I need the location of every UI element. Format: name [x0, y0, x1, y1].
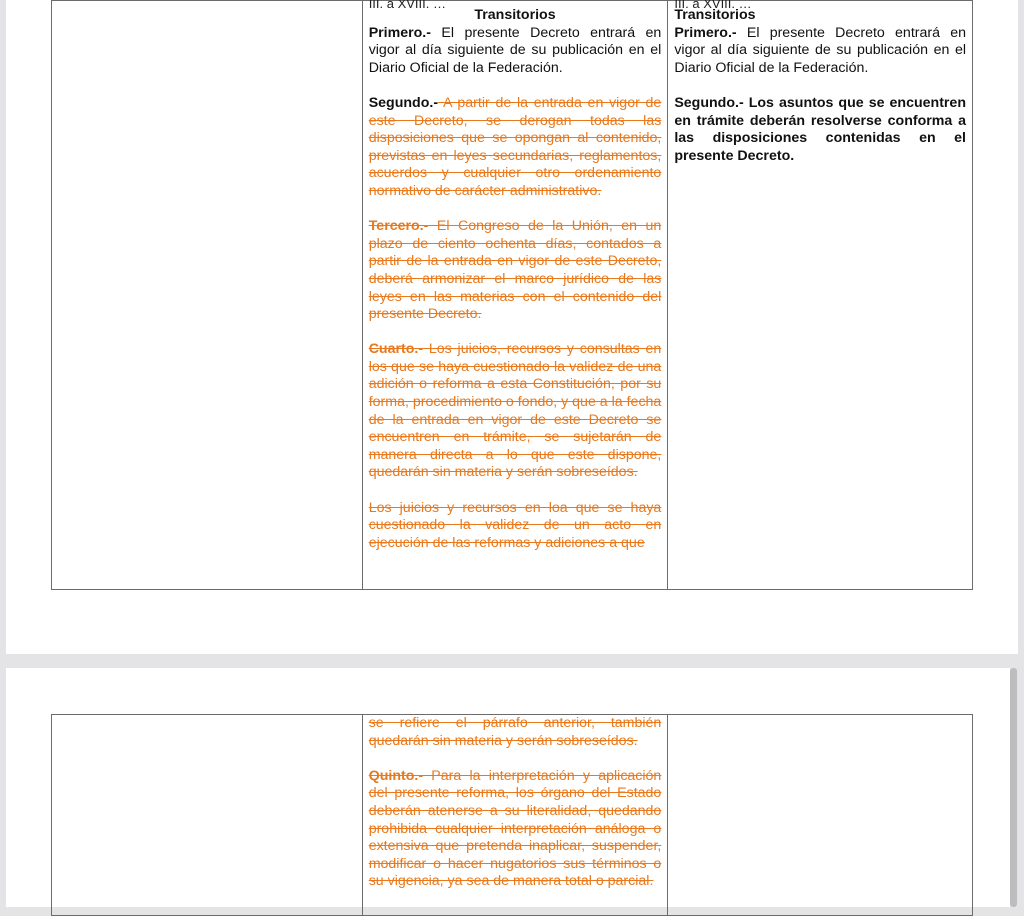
primero-paragraph-right — [674, 25, 966, 78]
document-page-1 — [6, 0, 1018, 654]
transitorios-heading-right: Transitorios — [674, 7, 756, 23]
transitorios-heading: Transitorios — [474, 7, 556, 23]
continued-struck-text: se refiere el párrafo anterior, también quedarán sin materia y serán sobreseídos. — [368, 715, 662, 749]
tercero-paragraph — [369, 218, 662, 324]
primero-label-right: Primero.- — [674, 24, 737, 41]
comparison-table-page-2 — [51, 714, 973, 916]
quinto-paragraph — [369, 768, 662, 891]
cuarto-paragraph — [369, 341, 662, 482]
segundo-paragraph-right — [674, 95, 966, 165]
continued-paragraph — [369, 715, 662, 750]
tercero-struck-text: El Congreso de la Unión, en un plazo de ciento ochenta días, contados a partir de la entrada en vigor de este Decreto, deberá armonizar el marco jurídico de las leyes en las materias con el contenido del presente Decreto. — [368, 218, 662, 323]
segundo-paragraph — [369, 95, 662, 201]
segundo-text-right: Los asuntos que se encuentren en trámite deberán resolverse conforma a las disposiciones contenidas en el presente Decreto. — [674, 94, 966, 164]
column-3-cell — [668, 1, 973, 590]
cuarto-struck-text: Los juicios, recursos y consultas en los que se haya cuestionado la validez de una adición o reforma a esta Constitución, por su forma, procedimiento o fondo, y que a la fecha de la entrada en vigor de este Decreto se encuentren en trámite, se sujetarán de manera directa a lo que este dispone, quedarán sin materia y serán sobreseídos. — [368, 341, 662, 481]
document-page-2 — [6, 668, 1010, 907]
column-2-cell — [362, 1, 668, 590]
column-1-cell — [52, 715, 363, 916]
previous-row-text: III. a XVIII. … — [368, 0, 446, 11]
tercero-label: Tercero.- — [368, 218, 429, 235]
primero-paragraph — [369, 25, 662, 78]
scrollbar-thumb[interactable] — [1010, 668, 1017, 907]
primero-text: El presente Decreto entrará en vigor al día siguiente de su publicación en el Diario Oficial de la Federación. — [368, 24, 662, 76]
primero-label: Primero.- — [368, 24, 431, 41]
comparison-table-page-1 — [51, 0, 973, 590]
column-2-cell — [362, 715, 668, 916]
column-1-cell — [52, 1, 363, 590]
quinto-struck-text: Para la interpretación y aplicación del presente reforma, los órgano del Estado deberán atenerse a su literalidad, quedando prohibida cualquier interpretación análoga o extensiva que pretenda inaplicar, suspender, modificar o hacer nugatorios sus términos o su vigencia, ya sea de manera total o parcial. — [368, 767, 662, 890]
segundo-struck-text: A partir de la entrada en vigor de este Decreto, se derogan todas las disposiciones que se opongan al contenido, previstas en leyes secundarias, reglamentos, acuerdos y cualquier otro ordenamiento normativo de carácter administrativo. — [368, 94, 662, 199]
cuarto-label: Cuarto.- — [368, 341, 424, 358]
previous-row-text: III. a XVIII. … — [674, 0, 752, 11]
segundo-label-right: Segundo.- — [674, 94, 744, 111]
primero-text-right: El presente Decreto entrará en vigor al día siguiente de su publicación en el Diario Oficial de la Federación. — [674, 24, 966, 76]
segundo-label: Segundo.- — [368, 94, 439, 111]
juicios-paragraph — [369, 500, 662, 553]
juicios-struck-text: Los juicios y recursos en loa que se haya cuestionado la validez de un acto en ejecución de las reformas y adiciones a que — [368, 499, 662, 551]
column-3-cell — [668, 715, 973, 916]
quinto-label: Quinto.- — [368, 767, 424, 784]
